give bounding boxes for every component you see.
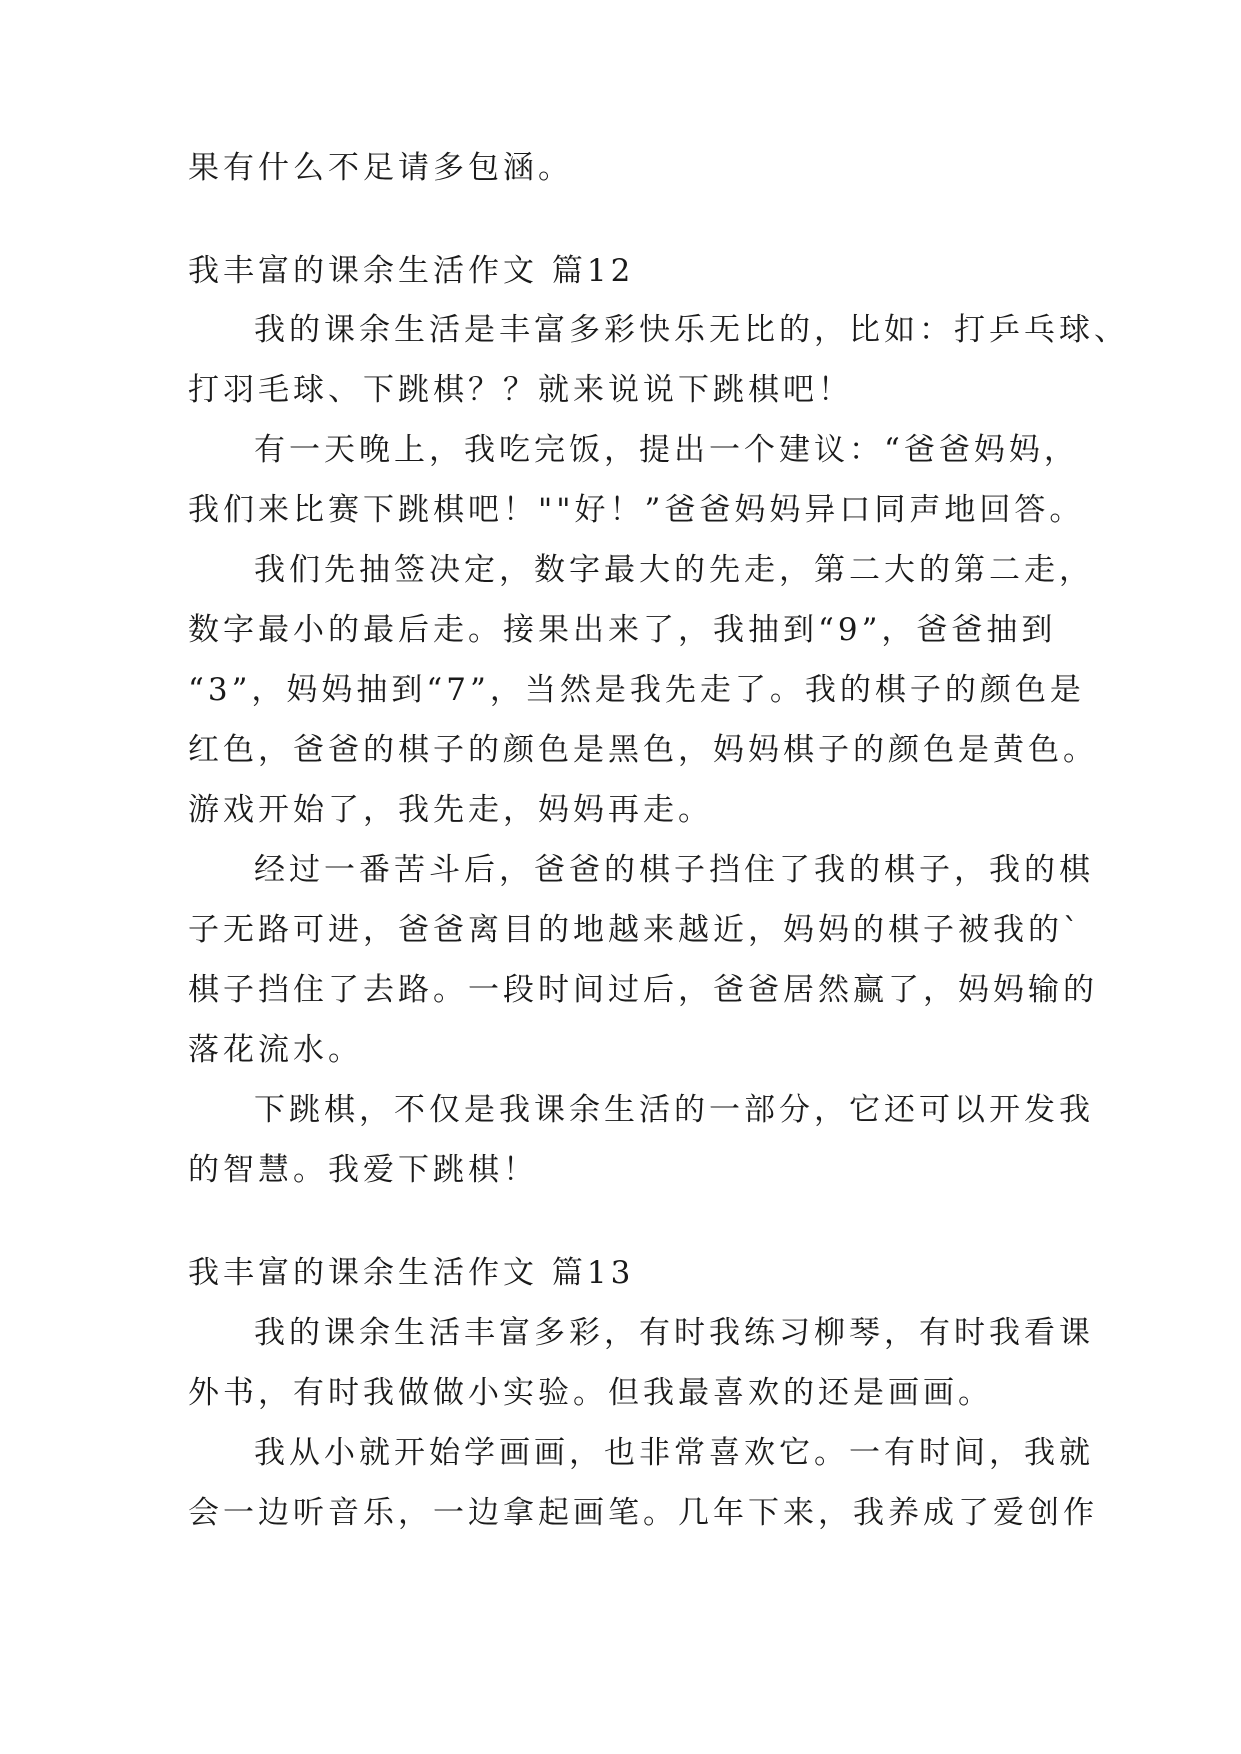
- paragraph-line: “3”，妈妈抽到“7”，当然是我先走了。我的棋子的颜色是: [188, 672, 1085, 708]
- paragraph-line: 红色，爸爸的棋子的颜色是黑色，妈妈棋子的颜色是黄色。: [188, 732, 1098, 768]
- paragraph-line: 棋子挡住了去路。一段时间过后，爸爸居然赢了，妈妈输的: [188, 972, 1098, 1008]
- paragraph-line: 落花流水。: [188, 1032, 363, 1068]
- paragraph-line: 有一天晚上，我吃完饭，提出一个建议：“爸爸妈妈，: [254, 432, 1079, 468]
- section-heading: 我丰富的课余生活作文 篇13: [188, 1255, 635, 1291]
- paragraph-line: 会一边听音乐，一边拿起画笔。几年下来，我养成了爱创作: [188, 1495, 1098, 1531]
- paragraph-line: 我的课余生活是丰富多彩快乐无比的，比如：打乒乓球、: [254, 312, 1129, 348]
- text-line: 果有什么不足请多包涵。: [188, 150, 573, 186]
- paragraph-line: 下跳棋，不仅是我课余生活的一部分，它还可以开发我: [254, 1092, 1094, 1128]
- paragraph-line: 经过一番苦斗后，爸爸的棋子挡住了我的棋子，我的棋: [254, 852, 1094, 888]
- paragraph-line: 数字最小的最后走。接果出来了，我抽到“9”，爸爸抽到: [188, 612, 1057, 648]
- paragraph-line: 游戏开始了，我先走，妈妈再走。: [188, 792, 713, 828]
- paragraph-line: 我们来比赛下跳棋吧！""好！”爸爸妈妈异口同声地回答。: [188, 492, 1085, 528]
- paragraph-line: 打羽毛球、下跳棋？？就来说说下跳棋吧！: [188, 372, 853, 408]
- paragraph-line: 外书，有时我做做小实验。但我最喜欢的还是画画。: [188, 1375, 993, 1411]
- paragraph-line: 的智慧。我爱下跳棋！: [188, 1152, 538, 1188]
- paragraph-line: 我的课余生活丰富多彩，有时我练习柳琴，有时我看课: [254, 1315, 1094, 1351]
- paragraph-line: 我们先抽签决定，数字最大的先走，第二大的第二走，: [254, 552, 1094, 588]
- paragraph-line: 我从小就开始学画画，也非常喜欢它。一有时间，我就: [254, 1435, 1094, 1471]
- paragraph-line: 子无路可进，爸爸离目的地越来越近，妈妈的棋子被我的`: [188, 912, 1083, 948]
- section-heading: 我丰富的课余生活作文 篇12: [188, 253, 635, 289]
